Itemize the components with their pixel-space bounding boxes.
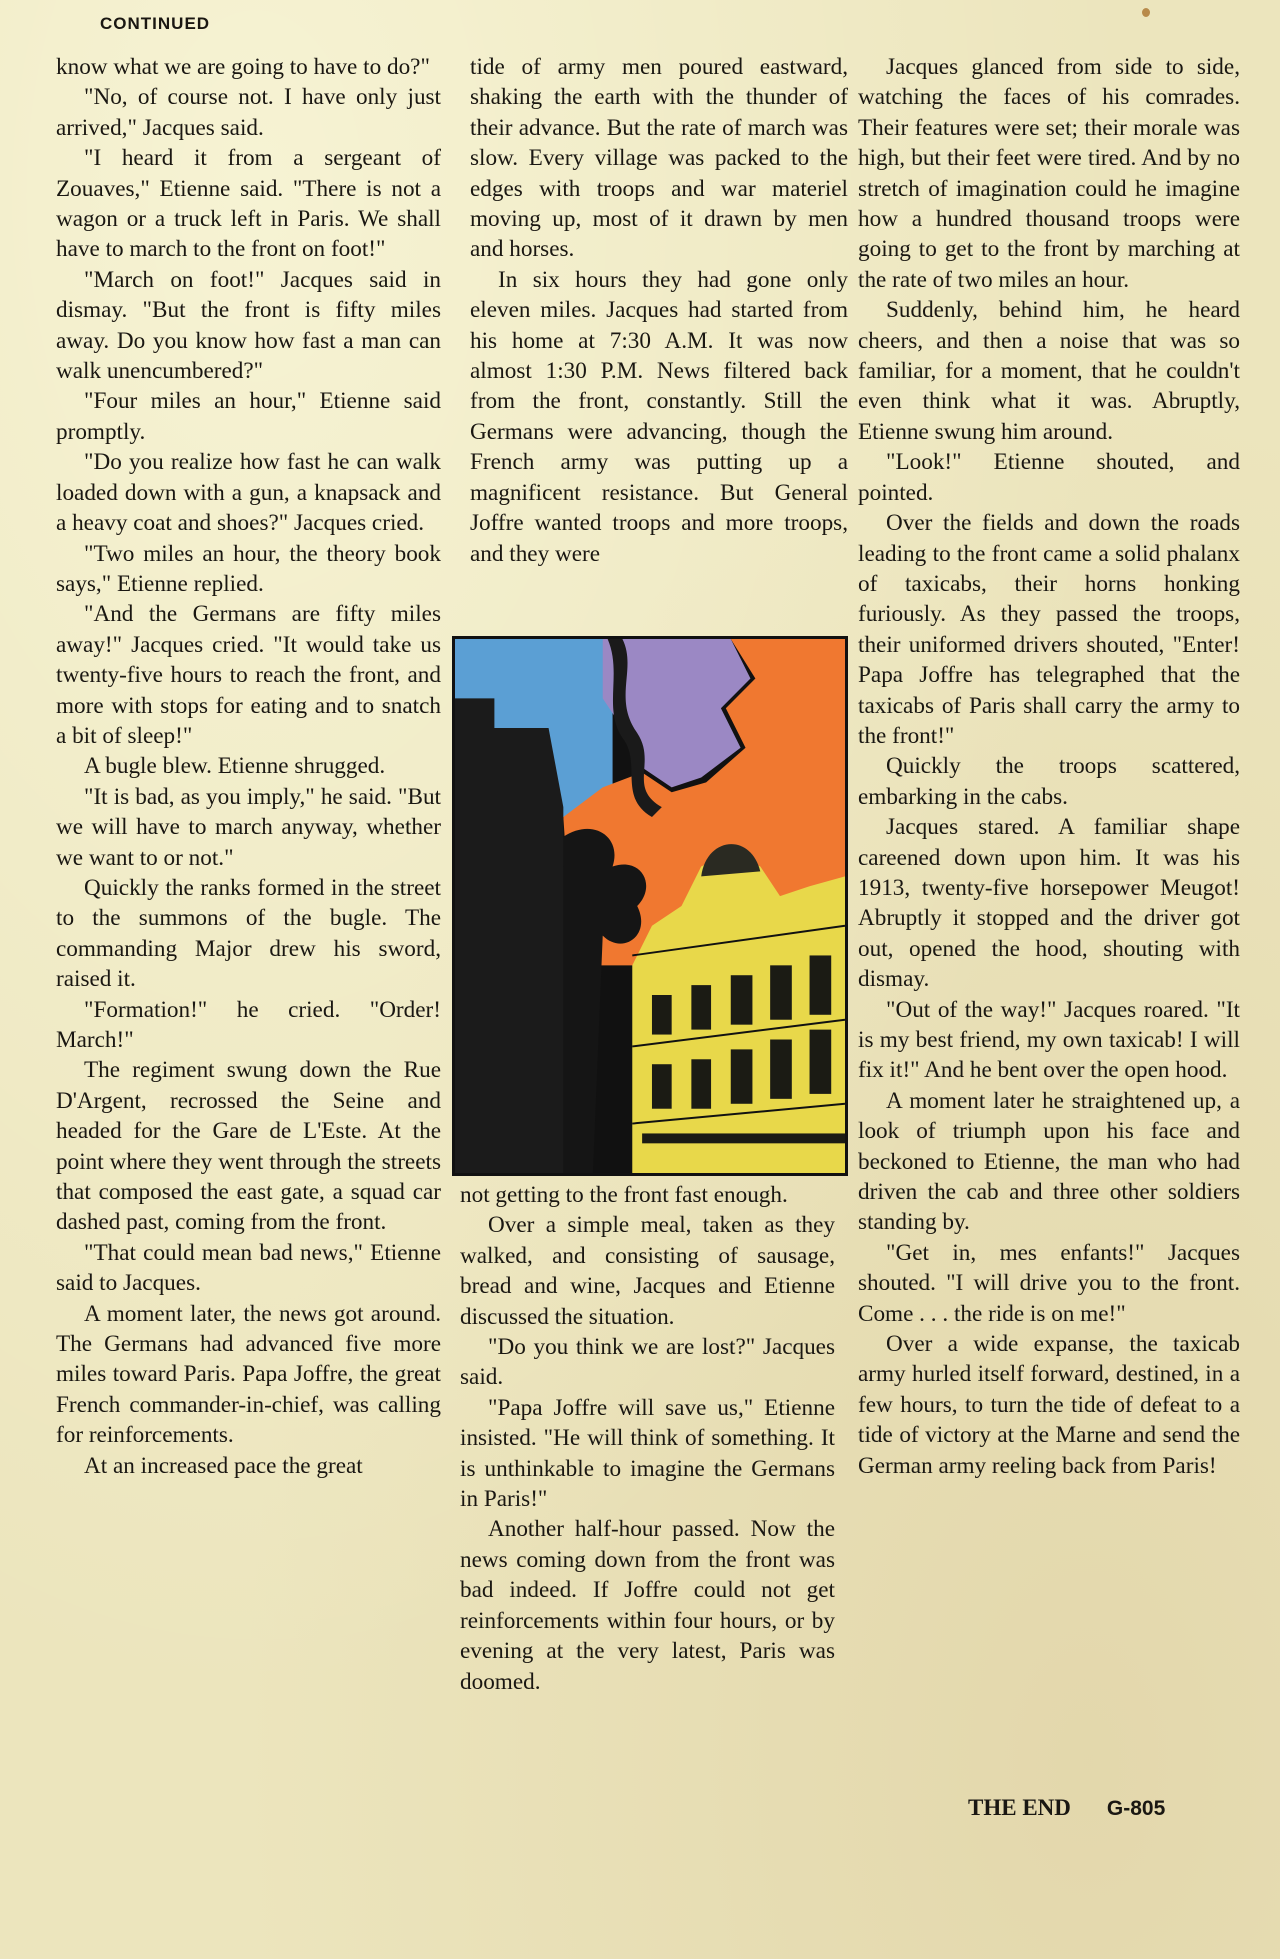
- continued-header: CONTINUED: [100, 14, 211, 33]
- ink-spot: [1142, 8, 1150, 17]
- paragraph: Jacques glanced from side to side, watching the faces of his comrades. Their features were set; their morale was high, but their feet were tired. And by no stretch of imagination could he imagine how a hundred thousand troops were going to get to the front by marching at the rate of two miles an hour.: [858, 54, 1240, 293]
- paragraph: "No, of course not. I have only just arrived," Jacques said.: [56, 84, 441, 141]
- paragraph: "It is bad, as you imply," he said. "But we will have to march anyway, whether we want to or not.": [56, 783, 441, 871]
- paragraph: "Do you realize how fast he can walk loaded down with a gun, a knapsack and a heavy coat and shoes?" Jacques cried.: [56, 449, 441, 537]
- story-footer: [968, 1795, 1165, 1821]
- paragraph: The regiment swung down the Rue D'Argent, recrossed the Seine and headed for the Gare de L'Este. At the point where they went through the streets that composed the east gate, a squad car dashed past, coming from the front.: [56, 1057, 441, 1236]
- paragraph: A moment later he straightened up, a look of triumph upon his face and beckoned to Etienne, the man who had driven the cab and three other soldiers standing by.: [858, 1087, 1240, 1236]
- paragraph: "I heard it from a sergeant of Zouaves," Etienne said. "There is not a wagon or a truck left in Paris. We shall have to march to the front on foot!": [56, 145, 441, 263]
- paris-skyline-image: [455, 639, 845, 1173]
- paragraph: Quickly the ranks formed in the street to the summons of the bugle. The commanding Major drew his sword, raised it.: [56, 874, 441, 993]
- paragraph: "Get in, mes enfants!" Jacques shouted. "I will drive you to the front. Come . . . the ride is on me!": [858, 1239, 1240, 1327]
- illustration-paris-skyline: [452, 636, 848, 1176]
- the-end-label: THE END: [968, 1795, 1071, 1820]
- paragraph: "March on foot!" Jacques said in dismay. "But the front is fifty miles away. Do you know how fast a man can walk unencumbered?": [56, 266, 441, 385]
- paragraph: Suddenly, behind him, he heard cheers, and then a noise that was so familiar, for a moment, that he couldn't even think what it was. Abruptly, Etienne swung him around.: [858, 297, 1240, 445]
- paragraph: Over a simple meal, taken as they walked, and consisting of sausage, bread and wine, Jacques and Etienne discussed the situation.: [460, 1212, 835, 1330]
- paragraph: tide of army men poured eastward, shaking the earth with the thunder of their advance. But the rate of march was slow. Every village was packed to the edges with troops and war materiel moving up, most of it drawn by men and horses.: [470, 54, 848, 263]
- paragraph: In six hours they had gone only eleven miles. Jacques had started from his home at 7:30 A.M. It was now almost 1:30 P.M. News filtered back from the front, constantly. Still the Germans were advancing, though the French army was putting up a magnificent resistance. But General Joffre wanted troops and more troops, and they were: [470, 266, 848, 567]
- paragraph: "Two miles an hour, the theory book says," Etienne replied.: [56, 540, 441, 597]
- story-code: G-805: [1106, 1797, 1166, 1820]
- paragraph: "Four miles an hour," Etienne said promptly.: [56, 388, 441, 445]
- paragraph: Quickly the troops scattered, embarking in the cabs.: [858, 753, 1240, 810]
- paragraph: "Look!" Etienne shouted, and pointed.: [858, 449, 1240, 506]
- text-column-2-bottom: [460, 1180, 835, 1697]
- paragraph: "Papa Joffre will save us," Etienne insisted. "He will think of something. It is unthinkable to imagine the Germans in Paris!": [460, 1394, 835, 1513]
- paragraph: At an increased pace the great: [84, 1452, 363, 1479]
- paragraph: A bugle blew. Etienne shrugged.: [84, 753, 386, 780]
- paragraph: not getting to the front fast enough.: [460, 1182, 788, 1208]
- paragraph: A moment later, the news got around. The Germans had advanced five more miles toward Paris. Papa Joffre, the great French commander-in-chief, was calling for reinforcements.: [56, 1300, 441, 1449]
- paragraph: Jacques stared. A familiar shape careened down upon him. It was his 1913, twenty-five horsepower Meugot! Abruptly it stopped and the driver got out, opened the hood, shouting with dismay.: [858, 814, 1240, 993]
- text-column-1: [56, 52, 441, 1481]
- paragraph: Over the fields and down the roads leading to the front came a solid phalanx of taxicabs, their horns honking furiously. As they passed the troops, their uniformed drivers shouted, "Enter! Papa Joffre has telegraphed that the taxicabs of Paris shall carry the army to the front!": [858, 510, 1240, 749]
- paragraph: "That could mean bad news," Etienne said to Jacques.: [56, 1239, 441, 1297]
- text-column-2-top: [470, 52, 848, 569]
- text-column-3: [858, 52, 1240, 1481]
- paragraph: "Do you think we are lost?" Jacques said.: [460, 1334, 835, 1391]
- paragraph: Another half-hour passed. Now the news coming down from the front was bad indeed. If Joffre could not get reinforcements within four hours, or by evening at the very latest, Paris was doomed.: [460, 1516, 835, 1695]
- paragraph: Over a wide expanse, the taxicab army hurled itself forward, destined, in a few hours, to turn the tide of defeat to a tide of victory at the Marne and send the German army reeling back from Paris!: [858, 1331, 1240, 1479]
- paragraph: "And the Germans are fifty miles away!" Jacques cried. "It would take us twenty-five hours to reach the front, and more with stops for eating and to snatch a bit of sleep!": [56, 601, 441, 749]
- paragraph: "Formation!" he cried. "Order! March!": [56, 996, 441, 1053]
- paragraph: know what we are going to have to do?": [56, 54, 430, 80]
- paragraph: "Out of the way!" Jacques roared. "It is my best friend, my own taxicab! I will fix it!" And he bent over the open hood.: [858, 996, 1240, 1084]
